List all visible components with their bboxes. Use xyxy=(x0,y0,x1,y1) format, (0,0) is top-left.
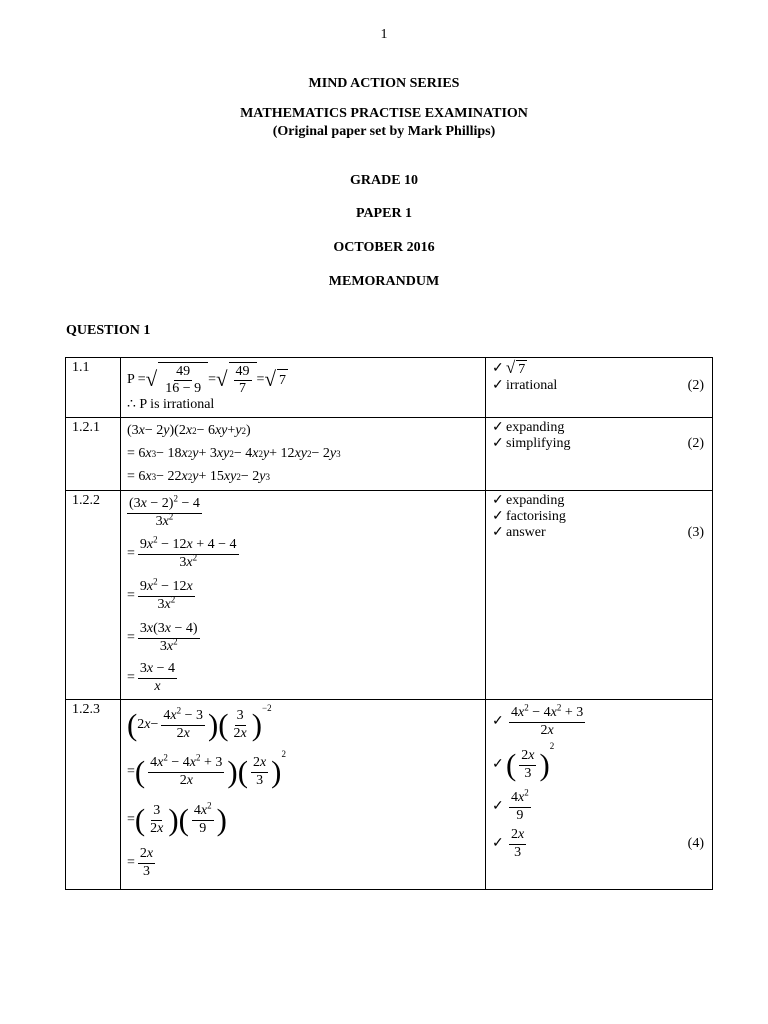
check-icon: ✓ xyxy=(492,714,504,730)
mark-total: (2) xyxy=(687,436,704,452)
question-number: 1.1 xyxy=(66,358,121,418)
math-line: = $\frac{9x^2 - 12x}{3x^2}$ xyxy=(127,576,193,612)
math-line: $\frac{(3x - 2)^2 - 4}{3x^2}$ xyxy=(129,493,200,529)
check-icon: ✓ xyxy=(492,836,504,852)
math-line: = ( $\frac{4x^2 - 4x^2 + 3}{2x}$ ) ( $\frac{2x}{3}$ ) 2 xyxy=(127,749,286,789)
working-cell xyxy=(121,700,486,890)
grade-title: GRADE 10 xyxy=(349,173,419,188)
mark-item: ✓ √ 7 xyxy=(492,358,526,378)
check-icon: ✓ xyxy=(492,799,504,815)
mark-total: (4) xyxy=(687,836,704,852)
math-line: = $\frac{3x - 4}{x}$ xyxy=(127,661,176,694)
check-icon: ✓ xyxy=(492,525,504,541)
table-row xyxy=(66,700,713,890)
question-number: 1.2.1 xyxy=(66,418,121,491)
check-icon: ✓ xyxy=(492,377,504,393)
math-line: (3 x − 2 y )(2 x 2 − 6 xy + y 2 ) xyxy=(127,422,251,438)
check-icon: ✓ xyxy=(492,493,504,509)
mark-item: ✓ simplifying (2) xyxy=(492,436,704,452)
mark-item: ✓ answer (3) xyxy=(492,525,704,541)
exam-title: MATHEMATICS PRACTISE EXAMINATION xyxy=(240,106,528,121)
mark-item: ✓ expanding xyxy=(492,420,565,436)
mark-item: ✓ ( $\frac{2x}{3}$ ) 2 xyxy=(492,741,555,782)
paper-title: PAPER 1 xyxy=(355,206,413,221)
sqrt-expression: √ $\frac{49}{7}$ xyxy=(216,362,257,397)
marks-cell xyxy=(486,700,713,890)
check-icon: ✓ xyxy=(492,420,504,436)
page-number: 1 xyxy=(380,27,388,42)
check-icon: ✓ xyxy=(492,436,504,452)
question-number: 1.2.2 xyxy=(66,491,121,700)
mark-item: ✓ $\frac{4x^2}{9}$ xyxy=(492,787,529,823)
setter-line: (Original paper set by Mark Phillips) xyxy=(272,124,496,139)
mark-item: ✓ expanding xyxy=(492,493,565,509)
table-row xyxy=(66,418,713,491)
math-line: = ( $\frac{3}{2x}$ ) ( $\frac{4x^2}{9}$ ) xyxy=(127,800,227,837)
conclusion-text: ∴ P is irrational xyxy=(127,397,215,413)
math-line: = $\frac{3x(3x - 4)}{3x^2}$ xyxy=(127,621,198,654)
series-title: MIND ACTION SERIES xyxy=(308,76,460,91)
math-line: = 6 x 3 − 22 x 2 y + 15 xy 2 − 2 y 3 xyxy=(127,468,270,484)
math-line: = $\frac{9x^2 - 12x + 4 - 4}{3x^2}$ xyxy=(127,534,237,570)
question-number: 1.2.3 xyxy=(66,700,121,890)
mark-total: (3) xyxy=(687,525,704,541)
memo-table xyxy=(65,357,713,890)
math-line: = 6 x 3 − 18 x 2 y + 3 xy 2 − 4 x 2 y + 12 xy 2 − 2 y 3 xyxy=(127,445,341,461)
marks-cell xyxy=(486,491,713,700)
table-row xyxy=(66,491,713,700)
mark-total: (2) xyxy=(687,377,704,393)
math-line: ( 2 x − $\frac{4x^2 - 3}{2x}$ ) ( $\frac{3}{2x}$ ) −2 xyxy=(127,703,272,742)
math-line: P = √ $\frac{49}{16 - 9}$ = √ $\frac{49}{7}$ = √ 7 xyxy=(127,364,286,397)
check-icon: ✓ xyxy=(492,757,504,773)
working-cell xyxy=(121,491,486,700)
mark-item: ✓ irrational (2) xyxy=(492,377,704,393)
math-line: = $\frac{2x}{3}$ xyxy=(127,846,154,879)
marks-cell xyxy=(486,418,713,491)
working-cell xyxy=(121,358,486,418)
memorandum-title: MEMORANDUM xyxy=(328,274,440,289)
sqrt-expression: √ $\frac{49}{16 - 9}$ xyxy=(146,362,208,397)
working-cell xyxy=(121,418,486,491)
sqrt-expression: √ 7 xyxy=(264,367,286,392)
marks-cell xyxy=(486,358,713,418)
mark-item: ✓ factorising xyxy=(492,509,566,525)
check-icon: ✓ xyxy=(492,361,504,376)
check-icon: ✓ xyxy=(492,509,504,525)
mark-item: ✓ $\frac{4x^2 - 4x^2 + 3}{2x}$ xyxy=(492,702,584,738)
date-title: OCTOBER 2016 xyxy=(333,240,435,255)
table-row xyxy=(66,358,713,418)
question-title: QUESTION 1 xyxy=(66,323,151,338)
mark-item: ✓ $\frac{2x}{3}$ (4) xyxy=(492,827,704,860)
